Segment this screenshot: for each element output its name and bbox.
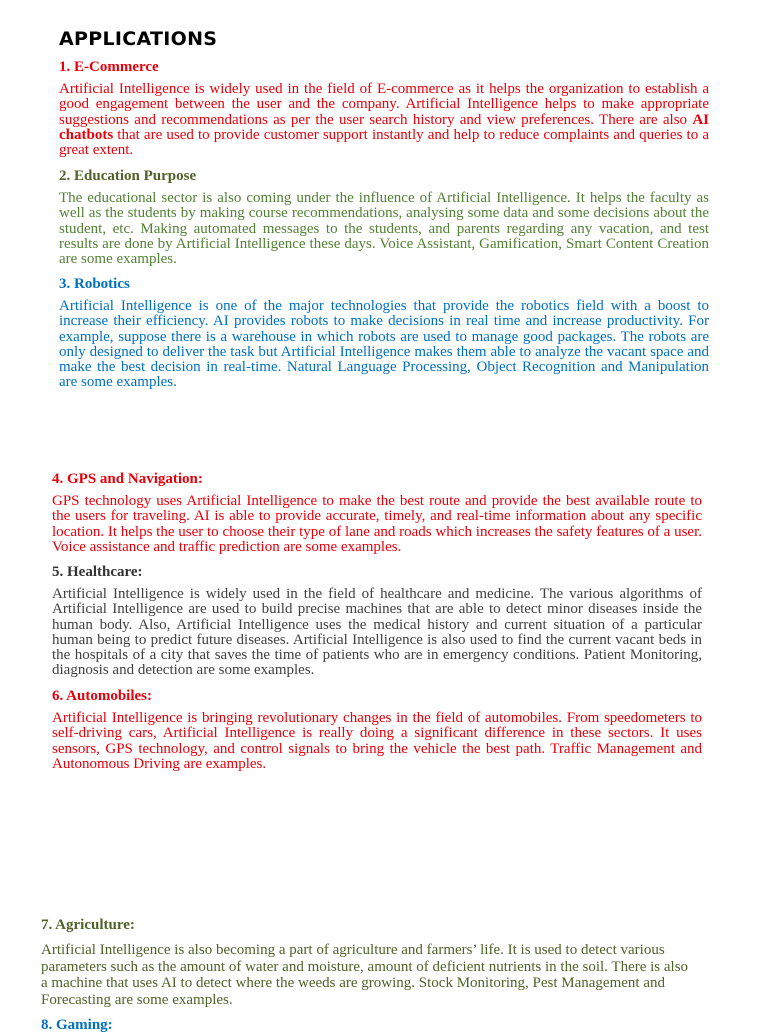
section-automobiles	[52, 687, 702, 772]
section-heading: 3. Robotics	[59, 276, 130, 292]
body-text: that are used to provide customer support instantly and help to reduce complaints and queries to a great extent.	[59, 126, 709, 159]
section-healthcare	[52, 563, 702, 679]
section-heading: 5. Healthcare:	[52, 564, 143, 580]
section-heading: 7. Agriculture:	[41, 917, 135, 933]
ai-chatbots-emphasis: AI chatbots	[59, 111, 709, 143]
section-body: Artificial Intelligence is one of the major technologies that provide the robotics field with a boost to increase their efficiency. AI provides robots to make decisions in real time and increase productivity. For example, suppose there is a warehouse in which robots are used to manage good packages. The robots are only designed to deliver the task but Artificial Intelligence makes them able to analyze the vacant space and make the best decision in real-time. Natural Language Processing, Object Recognition and Manipulation are some examples.	[59, 298, 709, 391]
section-body: Artificial Intelligence is also becoming a part of agriculture and farmers’ life. It is used to detect various parameters such as the amount of water and moisture, amount of deficient nutrients in the soil. There is also a machine that uses AI to detect where the weeds are growing. Stock Monitoring, Pest Management and Forecasting are some examples.	[41, 942, 689, 1009]
section-body: Artificial Intelligence is widely used in the field of healthcare and medicine. The various algorithms of Artificial Intelligence are used to build precise machines that are able to detect minor diseases inside the human body. Also, Artificial Intelligence uses the medical history and current situation of a particular human being to predict future diseases. Artificial Intelligence is also used to find the current vacant beds in the hospitals of a city that saves the time of patients who are in emergency conditions. Patient Monitoring, diagnosis and detection are some examples.	[52, 586, 702, 679]
page-title: APPLICATIONS	[59, 28, 218, 50]
section-heading: 2. Education Purpose	[59, 168, 197, 184]
section-body: The educational sector is also coming under the influence of Artificial Intelligence. It helps the faculty as well as the students by making course recommendations, analysing some data and some decisions about the student, etc. Making automated messages to the students, and parents regarding any vacation, and test results are done by Artificial Intelligence these days. Voice Assistant, Gamification, Smart Content Creation are some examples.	[59, 190, 709, 268]
section-robotics	[59, 275, 709, 391]
section-ecommerce	[59, 58, 709, 158]
section-gaming	[41, 1016, 691, 1034]
section-agriculture	[41, 915, 691, 1009]
section-heading: 6. Automobiles:	[52, 688, 153, 704]
section-heading: 1. E-Commerce	[59, 59, 159, 75]
section-heading: 8. Gaming:	[41, 1017, 113, 1033]
body-text: Artificial Intelligence is widely used in the field of E-commerce as it helps the organization to establish a good engagement between the user and the company. Artificial Intelligence helps to make appropriate suggestions and recommendations as per the user search history and view preferences. There are also	[59, 81, 709, 128]
section-body	[59, 82, 709, 158]
section-body: Artificial Intelligence is bringing revolutionary changes in the field of automobiles. From speedometers to self-driving cars, Artificial Intelligence is really doing a significant difference in these sectors. It uses sensors, GPS technology, and control signals to bring the vehicle the best path. Traffic Management and Autonomous Driving are examples.	[52, 710, 702, 772]
section-heading: 4. GPS and Navigation:	[52, 471, 203, 487]
section-body: GPS technology uses Artificial Intelligence to make the best route and provide the best available route to the users for traveling. AI is able to provide accurate, timely, and real-time information about any specific location. It helps the user to choose their type of lane and roads which increases the safety features of a user. Voice assistance and traffic prediction are some examples.	[52, 493, 702, 555]
section-gps-navigation	[52, 470, 702, 555]
section-education	[59, 167, 709, 267]
